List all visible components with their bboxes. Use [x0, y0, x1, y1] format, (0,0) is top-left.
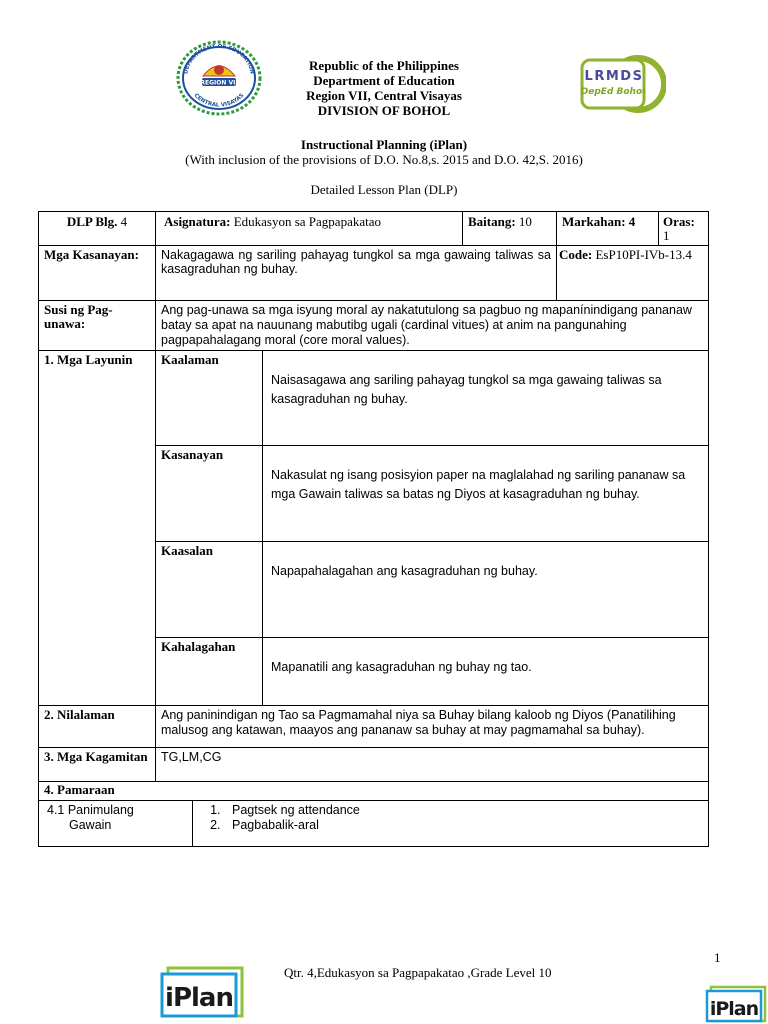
intro-label-line2: Gawain	[69, 818, 112, 832]
skills-label: Mga Kasanayan:	[39, 246, 156, 301]
grade-value: 10	[518, 214, 532, 229]
page-number: 1	[714, 950, 721, 965]
letterhead-republic: Republic of the Philippines	[309, 58, 459, 73]
table-row-content	[39, 706, 709, 748]
dlp-cell	[39, 212, 156, 246]
table-row-procedure	[39, 782, 709, 801]
intro-label-cell	[39, 801, 193, 847]
code-cell	[557, 246, 709, 301]
objective-text: Naisasagawa ang sariling pahayag tungkol sa mga gawaing taliwas sa kasagraduhan ng buhay.	[263, 351, 709, 446]
letterhead-region: Region VII, Central Visayas	[306, 88, 462, 103]
iplan-logo-text: iPlan	[709, 998, 759, 1020]
list-item: 2. Pagbabalik-aral	[224, 818, 703, 833]
content-value: Ang paninindigan ng Tao sa Pagmamahal niya sa Buhay bilang kaloob ng Diyos (Panatilihing malusog ang katawan, maayos ang pananaw sa buhay at may pagmamahal sa buhay).	[156, 706, 709, 748]
footer-text: Qtr. 4,Edukasyon sa Pagpapakatao ,Grade Level 10	[284, 965, 552, 980]
plan-title: Instructional Planning (iPlan)	[300, 137, 468, 152]
key-label: Susi ng Pag-unawa:	[39, 301, 156, 351]
key-value: Ang pag-unawa sa mga isyung moral ay nakatutulong sa pagbuo ng mapanínindigang pananaw batay sa apat na nauunang mabutibg ugali (cardinal vitues) at anim na pangunahing pagpapahalagang moral (core moral values).	[156, 301, 709, 351]
dlp-label: DLP Blg.	[66, 214, 118, 229]
lrmds-subtext: DepEd Bohol	[580, 87, 646, 97]
seal-region-text: REGION VII	[200, 79, 238, 87]
table-row-intro-activity	[39, 801, 709, 847]
objective-text: Mapanatili ang kasagraduhan ng buhay ng tao.	[263, 638, 709, 706]
list-item: 1. Pagtsek ng attendance	[224, 803, 703, 818]
iplan-logo-text: iPlan	[165, 983, 233, 1013]
objective-text: Napapahalagahan ang kasagraduhan ng buhay.	[263, 542, 709, 638]
table-row-objective	[39, 351, 709, 446]
objective-text: Nakasulat ng isang posisyion paper na maglalahad ng sariling pananaw sa mga Gawain taliwas sa batas ng Diyos at kasagraduhan ng buhay.	[263, 446, 709, 542]
code-value: EsP10PI-IVb-13.4	[595, 247, 692, 262]
quarter-cell	[557, 212, 659, 246]
table-row-header	[39, 212, 709, 246]
table-row-skills	[39, 246, 709, 301]
letterhead-department: Department of Education	[313, 73, 455, 88]
intro-label-line1: 4.1 Panimulang	[47, 803, 134, 817]
subject-label: Asignatura:	[164, 214, 231, 229]
table-row-key-understanding	[39, 301, 709, 351]
subject-cell	[156, 212, 463, 246]
procedure-label: 4. Pamaraan	[39, 782, 709, 801]
objective-domain: Kasanayan	[156, 446, 263, 542]
time-cell	[659, 212, 709, 246]
objective-domain: Kaasalan	[156, 542, 263, 638]
table-row-materials	[39, 748, 709, 782]
seal-bottom-text: CENTRAL VISAYAS	[192, 92, 246, 109]
dlp-value: 4	[120, 214, 128, 229]
materials-label: 3. Mga Kagamitan	[39, 748, 156, 782]
skills-value: Nakagagawa ng sariling pahayag tungkol sa mga gawaing taliwas sa kasagraduhan ng buhay.	[156, 246, 557, 301]
lesson-plan-table	[38, 211, 709, 847]
time-value: 1	[663, 228, 670, 243]
iplan-logo	[705, 985, 767, 1023]
objective-domain: Kahalagahan	[156, 638, 263, 706]
time-label: Oras:	[663, 214, 695, 229]
lrmds-text: LRMDS	[584, 69, 644, 84]
content-label: 2. Nilalaman	[39, 706, 156, 748]
subject-value: Edukasyon sa Pagpapakatao	[233, 214, 381, 229]
letterhead-division: DIVISION OF BOHOL	[317, 103, 451, 118]
dlp-title: Detailed Lesson Plan (DLP)	[310, 182, 458, 197]
objectives-label: 1. Mga Layunin	[39, 351, 156, 706]
grade-cell	[463, 212, 557, 246]
code-label: Code:	[559, 247, 593, 262]
grade-label: Baitang:	[468, 214, 516, 229]
iplan-logo	[160, 966, 244, 1018]
plan-subtitle: (With inclusion of the provisions of D.O. No.8,s. 2015 and D.O. 42,S. 2016)	[185, 152, 583, 167]
materials-value: TG,LM,CG	[156, 748, 709, 782]
intro-steps-cell	[193, 801, 709, 847]
objective-domain: Kaalaman	[156, 351, 263, 446]
lrmds-logo	[578, 50, 666, 122]
quarter-label: Markahan: 4	[562, 214, 636, 229]
seal-top-text: DEPARTMENT OF EDUCATION	[183, 43, 255, 75]
intro-steps-list	[198, 803, 703, 833]
